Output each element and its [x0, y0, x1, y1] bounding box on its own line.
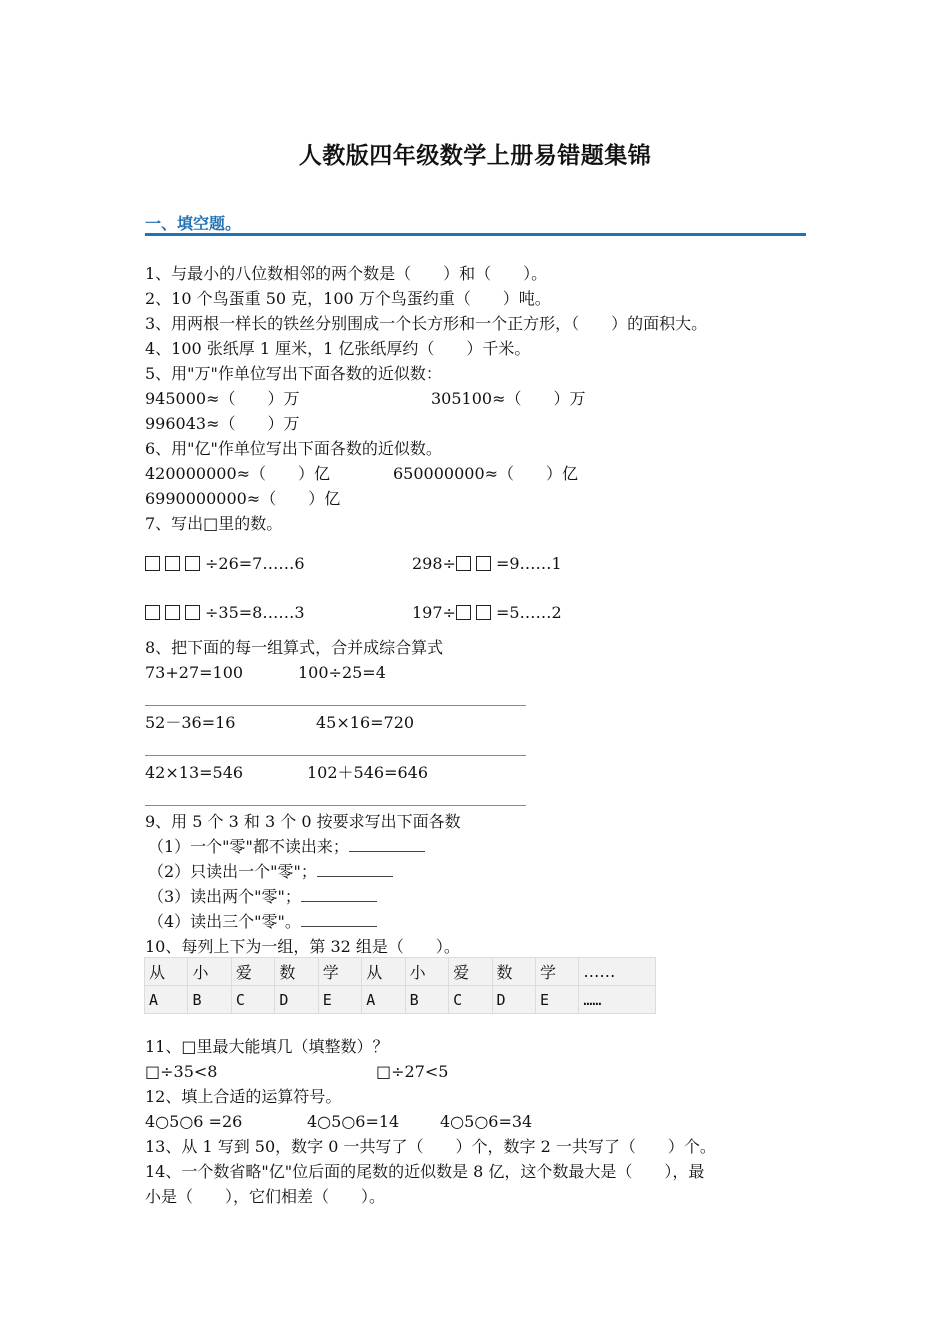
question-3: 3、用两根一样长的铁丝分别围成一个长方形和一个正方形，（ ）的面积大。	[145, 314, 708, 333]
table-cell: ……	[579, 958, 656, 986]
table-cell: B	[405, 986, 448, 1014]
blank-box[interactable]	[476, 605, 491, 620]
blank-box[interactable]	[165, 556, 180, 571]
question-8b-2: 45×16=720	[316, 713, 415, 732]
table-cell: E	[535, 986, 578, 1014]
question-12b: 4○5○6=14	[307, 1112, 400, 1131]
question-7b: 298÷ =9……1	[412, 554, 562, 573]
table-cell: 数	[275, 958, 318, 986]
question-10: 10、每列上下为一组，第 32 组是（ ）。	[145, 937, 460, 956]
section-heading: 一、填空题。	[145, 214, 242, 233]
question-8c-2: 102＋546=646	[307, 763, 429, 782]
question-6c: 6990000000≈（ ）亿	[145, 489, 341, 508]
question-6a: 420000000≈（ ）亿	[145, 464, 331, 483]
blank-box[interactable]	[185, 605, 200, 620]
question-11a: □÷35<8	[145, 1062, 218, 1081]
answer-blank[interactable]	[349, 837, 425, 852]
blank-box[interactable]	[476, 556, 491, 571]
answer-blank[interactable]	[317, 862, 393, 877]
blank-box[interactable]	[145, 556, 160, 571]
question-8b-1: 52－36=16	[145, 713, 236, 732]
blank-box[interactable]	[456, 556, 471, 571]
section-divider	[145, 233, 806, 236]
answer-blank[interactable]	[301, 912, 377, 927]
question-6: 6、用"亿"作单位写出下面各数的近似数。	[145, 439, 442, 458]
question-9-4: （4）读出三个"零"。	[148, 912, 377, 932]
page-title: 人教版四年级数学上册易错题集锦	[298, 143, 652, 169]
table-cell: D	[275, 986, 318, 1014]
table-cell: C	[231, 986, 274, 1014]
question-4: 4、100 张纸厚 1 厘米，1 亿张纸厚约（ ）千米。	[145, 339, 531, 358]
sequence-row-chars	[145, 958, 656, 986]
question-12: 12、填上合适的运算符号。	[145, 1087, 342, 1106]
question-12a: 4○5○6 =26	[145, 1112, 243, 1131]
question-8a-1: 73+27=100	[145, 663, 244, 682]
question-7: 7、写出□里的数。	[145, 514, 283, 533]
table-cell: 数	[492, 958, 535, 986]
answer-line[interactable]	[145, 805, 526, 806]
question-7a: ÷26=7……6	[145, 554, 305, 574]
blank-box[interactable]	[145, 605, 160, 620]
question-5c: 996043≈（ ）万	[145, 414, 300, 433]
question-14-line1: 14、一个数省略"亿"位后面的尾数的近似数是 8 亿，这个数最大是（ ），最	[145, 1162, 705, 1181]
question-12c: 4○5○6=34	[440, 1112, 533, 1131]
answer-blank[interactable]	[301, 887, 377, 902]
table-cell: 小	[188, 958, 231, 986]
question-7d: 197÷ =5……2	[412, 603, 562, 622]
question-11b: □÷27<5	[376, 1062, 449, 1081]
question-9-2: （2）只读出一个"零"；	[148, 862, 393, 882]
table-cell: 爱	[231, 958, 274, 986]
table-cell: A	[145, 986, 188, 1014]
blank-box[interactable]	[165, 605, 180, 620]
question-7c: ÷35=8……3	[145, 603, 305, 623]
question-2: 2、10 个鸟蛋重 50 克，100 万个鸟蛋约重（ ）吨。	[145, 289, 551, 308]
question-9-1: （1）一个"零"都不读出来；	[148, 837, 425, 857]
question-5: 5、用"万"作单位写出下面各数的近似数：	[145, 364, 442, 383]
question-14-line2: 小是（ ），它们相差（ ）。	[145, 1187, 386, 1206]
table-cell: 学	[318, 958, 361, 986]
blank-box[interactable]	[185, 556, 200, 571]
question-13: 13、从 1 写到 50，数字 0 一共写了（ ）个，数字 2 一共写了（ ）个。	[145, 1137, 716, 1156]
table-cell: E	[318, 986, 361, 1014]
answer-line[interactable]	[145, 755, 526, 756]
blank-box[interactable]	[456, 605, 471, 620]
table-cell: A	[362, 986, 405, 1014]
question-8: 8、把下面的每一组算式，合并成综合算式	[145, 638, 444, 657]
table-cell: 学	[535, 958, 578, 986]
question-8c-1: 42×13=546	[145, 763, 244, 782]
table-cell: 从	[362, 958, 405, 986]
table-cell: 小	[405, 958, 448, 986]
question-5b: 305100≈（ ）万	[431, 389, 586, 408]
sequence-row-letters	[145, 986, 656, 1014]
answer-line[interactable]	[145, 705, 526, 706]
table-cell: ……	[579, 986, 656, 1014]
table-cell: 爱	[449, 958, 492, 986]
question-9: 9、用 5 个 3 和 3 个 0 按要求写出下面各数	[145, 812, 461, 831]
table-cell: D	[492, 986, 535, 1014]
question-6b: 650000000≈（ ）亿	[393, 464, 579, 483]
table-cell: B	[188, 986, 231, 1014]
question-9-3: （3）读出两个"零"；	[148, 887, 377, 907]
question-11: 11、□里最大能填几（填整数）？	[145, 1037, 389, 1056]
sequence-table	[144, 957, 656, 1014]
table-cell: 从	[145, 958, 188, 986]
question-5a: 945000≈（ ）万	[145, 389, 300, 408]
question-1: 1、与最小的八位数相邻的两个数是（ ）和（ ）。	[145, 264, 548, 283]
table-cell: C	[449, 986, 492, 1014]
question-8a-2: 100÷25=4	[298, 663, 386, 682]
